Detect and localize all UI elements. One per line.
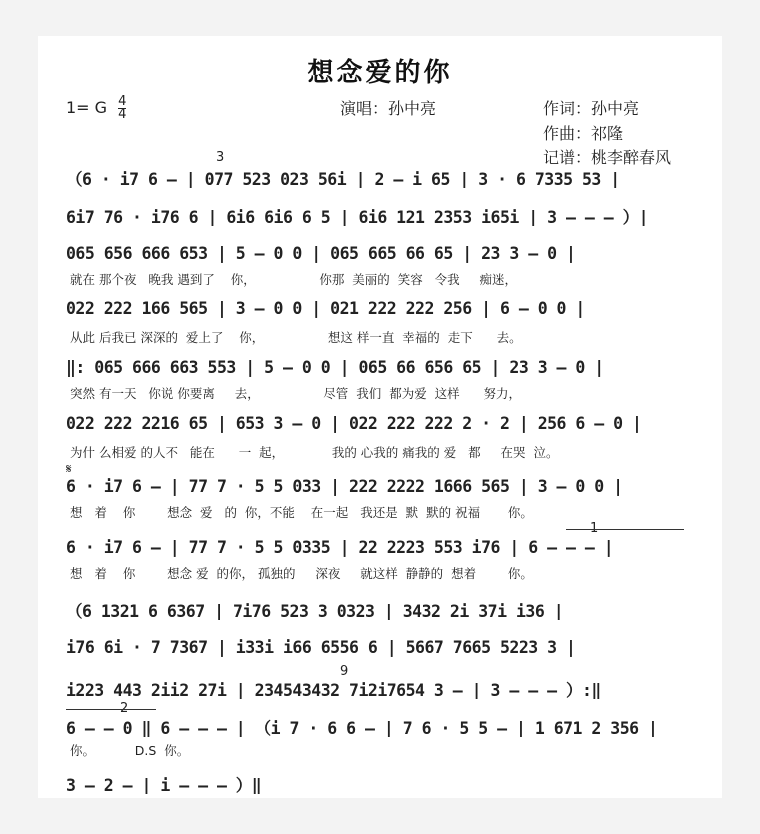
score-line-6: 022 222 2216 65 | 653 3 – 0 | 022 222 222 2 · 2 | 256 6 – 0 | bbox=[66, 414, 642, 433]
volta-two-bracket bbox=[66, 709, 156, 710]
time-top: 4 bbox=[118, 94, 127, 109]
composer-credit: 作曲：祁隆 bbox=[543, 124, 624, 143]
transcriber-credit: 记谱：桃李醉春风 bbox=[543, 148, 672, 167]
key-label: 1= G bbox=[66, 98, 108, 117]
score-line-8: 6 · i7 6 – | 77 7 · 5 5 0335 | 22 2223 553 i76 | 6 – – – | bbox=[66, 538, 614, 557]
triplet-mark: 3 bbox=[216, 150, 225, 165]
lyric-line-1: 就在 那个夜 晚我 遇到了 你， 你那 美丽的 笑容 令我 痴迷， bbox=[70, 272, 518, 287]
segno-icon: 𝄋 bbox=[66, 462, 72, 477]
singer-credit: 演唱：孙中亮 bbox=[340, 99, 437, 118]
score-line-13: 3 – 2 – | i – – – ）‖ bbox=[66, 776, 262, 794]
score-line-10: i76 6i · 7 7367 | i33i i66 6556 6 | 5667 7665 5223 3 | bbox=[66, 638, 576, 657]
lyric-line-6: 想 着 你 想念 爱 的你， 孤独的 深夜 就这样 静静的 想着 你。 bbox=[70, 566, 533, 581]
score-line-3: 065 656 666 653 | 5 – 0 0 | 065 665 66 65 | 23 3 – 0 | bbox=[66, 244, 576, 263]
lyric-line-5: 想 着 你 想念 爱 的 你，不能 在一起 我还是 默 默的 祝福 你。 bbox=[70, 505, 533, 520]
score-line-1: （6 · i7 6 – | 077 523 023 56i | 2 – i 65 | 3 · 6 7335 53 | bbox=[66, 170, 620, 188]
time-bottom: 4 bbox=[118, 107, 127, 122]
key-signature bbox=[66, 96, 126, 121]
lyric-line-2: 从此 后我已 深深的 爱上了 你， 想这 样一直 幸福的 走下 去。 bbox=[70, 330, 522, 345]
volta-one-mark: 1 bbox=[590, 521, 599, 536]
score-line-11: i223 443 2ii2 27i | 234543432 7i2i7654 3 – | 3 – – – ）:‖ bbox=[66, 681, 601, 699]
nonuplet-mark: 9 bbox=[340, 664, 349, 679]
lyric-line-3: 突然 有一天 你说 你要离 去， 尽管 我们 都为爱 这样 努力， bbox=[70, 386, 521, 401]
time-signature bbox=[118, 96, 126, 121]
score-line-12: 6 – – 0 ‖ 6 – – – | （i 7 · 6 6 – | 7 6 · 5 5 – | 1 671 2 356 | bbox=[66, 719, 658, 737]
song-title: 想念爱的你 bbox=[307, 58, 453, 88]
volta-two-mark: 2 bbox=[120, 701, 129, 716]
score-line-7: 6 · i7 6 – | 77 7 · 5 5 033 | 222 2222 1666 565 | 3 – 0 0 | bbox=[66, 477, 623, 496]
score-line-5: ‖: 065 666 663 553 | 5 – 0 0 | 065 66 656 65 | 23 3 – 0 | bbox=[66, 358, 604, 377]
lyric-line-7: 你。 D.S 你。 bbox=[70, 743, 190, 758]
score-line-2: 6i7 76 · i76 6 | 6i6 6i6 6 5 | 6i6 121 2353 i65i | 3 – – – ）| bbox=[66, 208, 649, 226]
volta-one-bracket bbox=[566, 529, 684, 530]
lyric-line-4: 为什 么相爱 的人不 能在 一 起， 我的 心我的 痛我的 爱 都 在哭 泣。 bbox=[70, 445, 559, 460]
score-line-9: （6 1321 6 6367 | 7i76 523 3 0323 | 3432 2i 37i i36 | bbox=[66, 602, 564, 620]
lyricist-credit: 作词：孙中亮 bbox=[543, 99, 640, 118]
score-line-4: 022 222 166 565 | 3 – 0 0 | 021 222 222 256 | 6 – 0 0 | bbox=[66, 299, 585, 318]
